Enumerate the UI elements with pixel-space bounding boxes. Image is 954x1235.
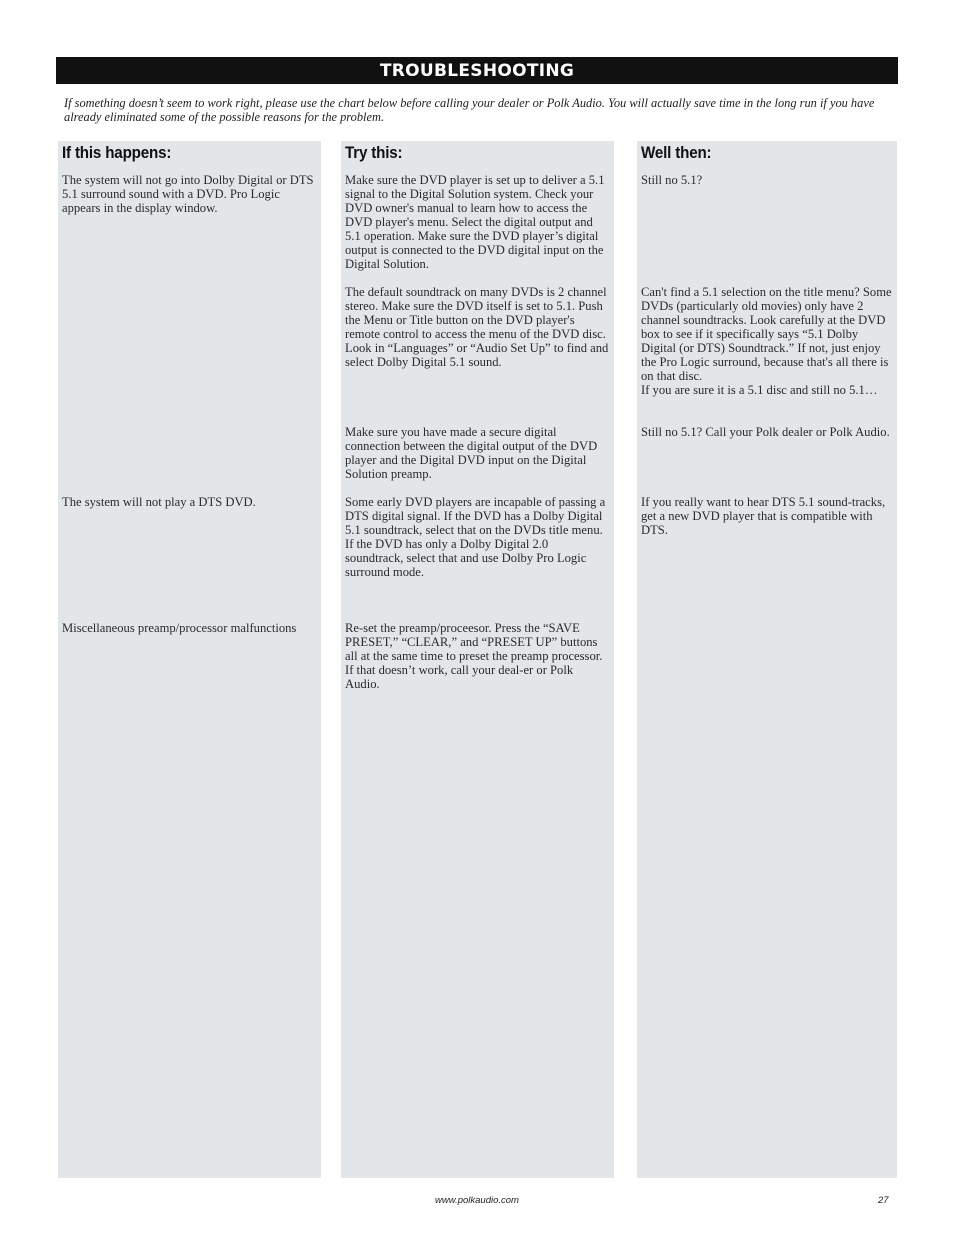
problem-cell-malfunction: Miscellaneous preamp/processor malfunctions — [62, 621, 297, 635]
try-cell-digital-connection: Make sure you have made a secure digital connection between the digital output of the DVD player and the Digital DVD input on the Digital Solution preamp. — [345, 425, 598, 481]
column-heading-problem: If this happens: — [62, 144, 172, 162]
page-number: 27 — [878, 1195, 889, 1206]
then-cell-new-player: If you really want to hear DTS 5.1 sound-tracks, get a new DVD player that is compatible with DTS. — [641, 495, 886, 537]
then-cell-still-no: Still no 5.1? — [641, 173, 703, 187]
column-problem — [58, 141, 321, 1178]
column-heading-try: Try this: — [345, 144, 403, 162]
try-cell-dvd-setup: Make sure the DVD player is set up to deliver a 5.1 signal to the Digital Solution system. Check your DVD owner's manual to learn how to access the DVD player's menu. Select the digital output and 5.1 operation. Make sure the DVD player’s digital output is connected to the DVD digital input on the Digital Solution. — [345, 173, 605, 271]
problem-cell-dts: The system will not play a DTS DVD. — [62, 495, 256, 509]
try-cell-early-players: Some early DVD players are incapable of passing a DTS digital signal. If the DVD has a Dolby Digital 5.1 soundtrack, select that on the DVDs title menu. If the DVD has only a Dolby Digital 2.0 soundtrack, select that and use Dolby Pro Logic surround mode. — [345, 495, 606, 579]
column-heading-then: Well then: — [641, 144, 712, 162]
column-then — [637, 141, 897, 1178]
try-cell-reset: Re-set the preamp/proceesor. Press the “SAVE PRESET,” “CLEAR,” and “PRESET UP” buttons all at the same time to preset the preamp processor. If that doesn’t work, call your deal-er or Polk Audio. — [345, 621, 603, 691]
intro-paragraph: If something doesn’t seem to work right, please use the chart below before calling your dealer or Polk Audio. You will actually save time in the long run if you have already eliminated some of the possible reasons for the problem. — [64, 96, 875, 124]
section-title: TROUBLESHOOTING — [379, 60, 575, 81]
then-cell-sure-disc: If you are sure it is a 5.1 disc and still no 5.1… — [641, 383, 878, 397]
problem-cell-dolby: The system will not go into Dolby Digital or DTS 5.1 surround sound with a DVD. Pro Logic appears in the display window. — [62, 173, 314, 215]
footer-url: www.polkaudio.com — [435, 1195, 519, 1206]
section-title-bar — [56, 57, 898, 84]
try-cell-default-soundtrack: The default soundtrack on many DVDs is 2 channel stereo. Make sure the DVD itself is set to 5.1. Push the Menu or Title button on the DVD player's remote control to access the menu of the DVD disc. Look in “Languages” or “Audio Set Up” to find and select Dolby Digital 5.1 sound. — [345, 285, 609, 369]
then-cell-title-menu: Can't find a 5.1 selection on the title menu? Some DVDs (particularly old movies) only have 2 channel soundtracks. Look carefully at the DVD box to see if it specifically says “5.1 Dolby Digital (or DTS) Soundtrack.” If not, just enjoy the Pro Logic surround, because that's all there is on that disc. — [641, 285, 892, 383]
then-cell-call-dealer: Still no 5.1? Call your Polk dealer or Polk Audio. — [641, 425, 890, 439]
column-try — [341, 141, 614, 1178]
